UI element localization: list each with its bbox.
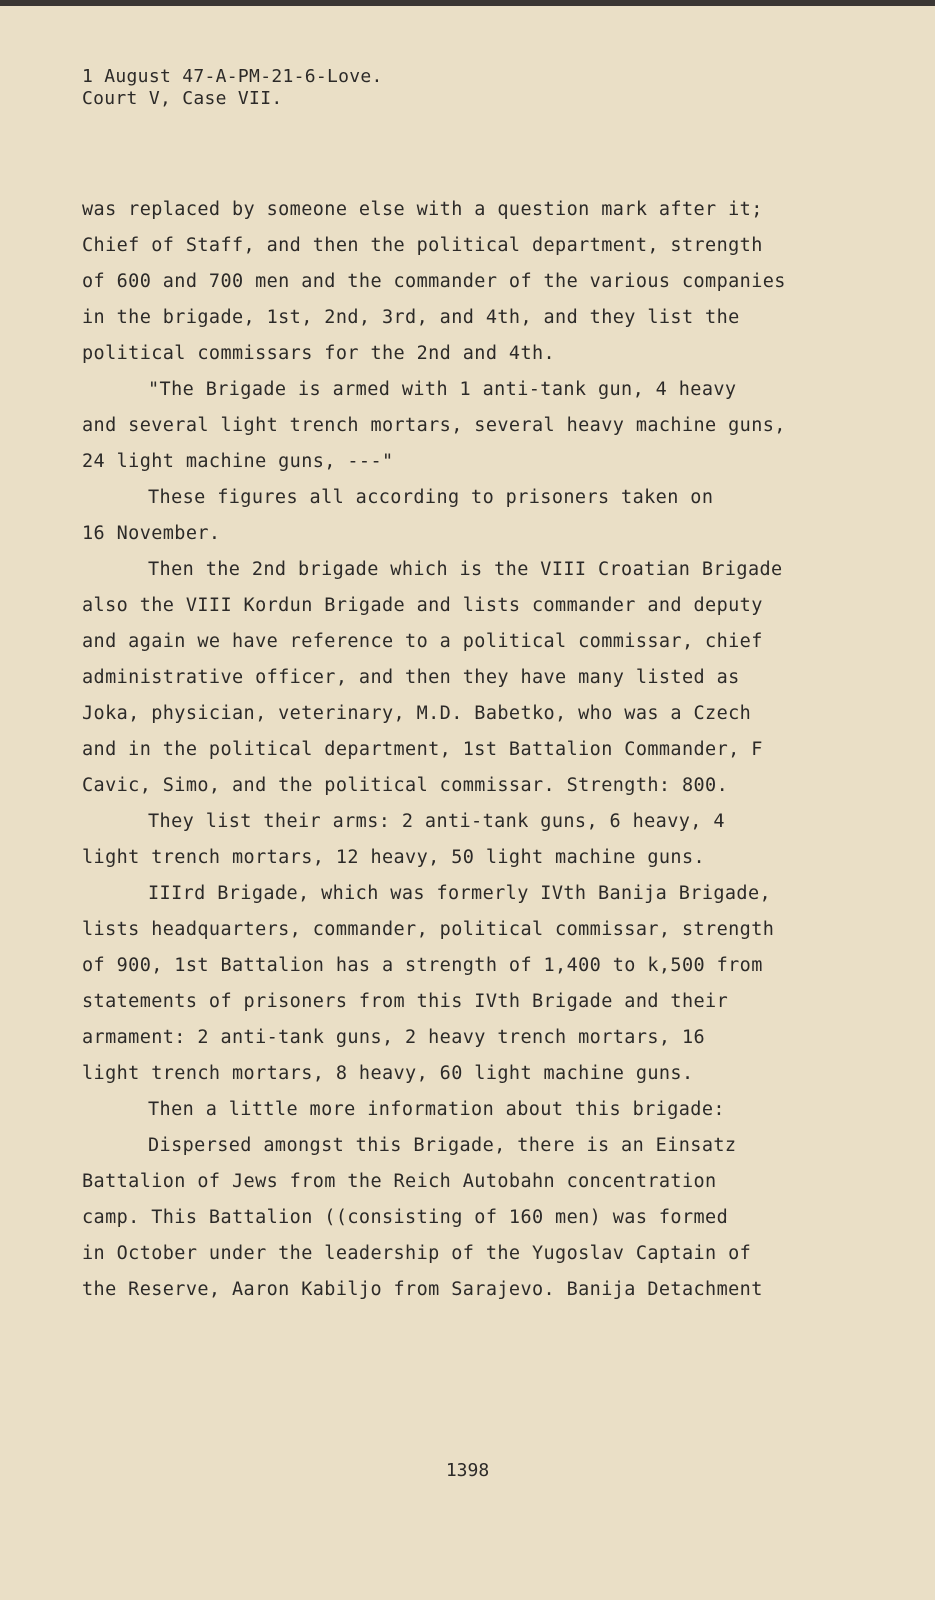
text-line: IIIrd Brigade, which was formerly IVth Banija Brigade,	[148, 883, 772, 904]
text-line: Joka, physician, veterinary, M.D. Babetko, who was a Czech	[82, 703, 752, 724]
text-line: Cavic, Simo, and the political commissar. Strength: 800.	[82, 775, 729, 796]
text-line: light trench mortars, 12 heavy, 50 light machine guns.	[82, 847, 706, 868]
text-line: Battalion of Jews from the Reich Autobahn concentration	[82, 1171, 717, 1192]
text-line: Then a little more information about this brigade:	[148, 1099, 725, 1120]
text-line: in October under the leadership of the Yugoslav Captain of	[82, 1243, 752, 1264]
text-line: They list their arms: 2 anti-tank guns, 6 heavy, 4	[148, 811, 725, 832]
text-line: in the brigade, 1st, 2nd, 3rd, and 4th, and they list the	[82, 307, 740, 328]
text-line: camp. This Battalion ((consisting of 160 men) was formed	[82, 1207, 729, 1228]
text-line: These figures all according to prisoners taken on	[148, 487, 714, 508]
text-line: armament: 2 anti-tank guns, 2 heavy trench mortars, 16	[82, 1027, 706, 1048]
document-header	[82, 66, 383, 110]
text-line: administrative officer, and then they have many listed as	[82, 667, 740, 688]
text-line: lists headquarters, commander, political commissar, strength	[82, 919, 775, 940]
text-line: 24 light machine guns, ---"	[82, 451, 394, 472]
text-line: Dispersed amongst this Brigade, there is an Einsatz	[148, 1135, 737, 1156]
text-line: and again we have reference to a political commissar, chief	[82, 631, 763, 652]
text-line: Chief of Staff, and then the political department, strength	[82, 235, 763, 256]
header-date-code: 1 August 47-A-PM-21-6-Love.	[82, 66, 383, 87]
text-line: "The Brigade is armed with 1 anti-tank gun, 4 heavy	[148, 379, 737, 400]
page-top-edge	[0, 0, 935, 6]
text-line: of 600 and 700 men and the commander of the various companies	[82, 271, 786, 292]
text-line: light trench mortars, 8 heavy, 60 light machine guns.	[82, 1063, 694, 1084]
transcript-body	[82, 192, 882, 1308]
text-line: also the VIII Kordun Brigade and lists commander and deputy	[82, 595, 763, 616]
header-court-case: Court V, Case VII.	[82, 88, 283, 109]
page-number: 1398	[445, 1460, 490, 1481]
text-line: Then the 2nd brigade which is the VIII Croatian Brigade	[148, 559, 783, 580]
text-line: of 900, 1st Battalion has a strength of 1,400 to k,500 from	[82, 955, 763, 976]
text-line: and in the political department, 1st Battalion Commander, F	[82, 739, 763, 760]
text-line: and several light trench mortars, several heavy machine guns,	[82, 415, 786, 436]
text-line: was replaced by someone else with a question mark after it;	[82, 199, 763, 220]
text-line: political commissars for the 2nd and 4th.	[82, 343, 556, 364]
text-line: 16 November.	[82, 523, 221, 544]
text-line: statements of prisoners from this IVth Brigade and their	[82, 991, 729, 1012]
text-line: the Reserve, Aaron Kabiljo from Sarajevo. Banija Detachment	[82, 1279, 763, 1300]
